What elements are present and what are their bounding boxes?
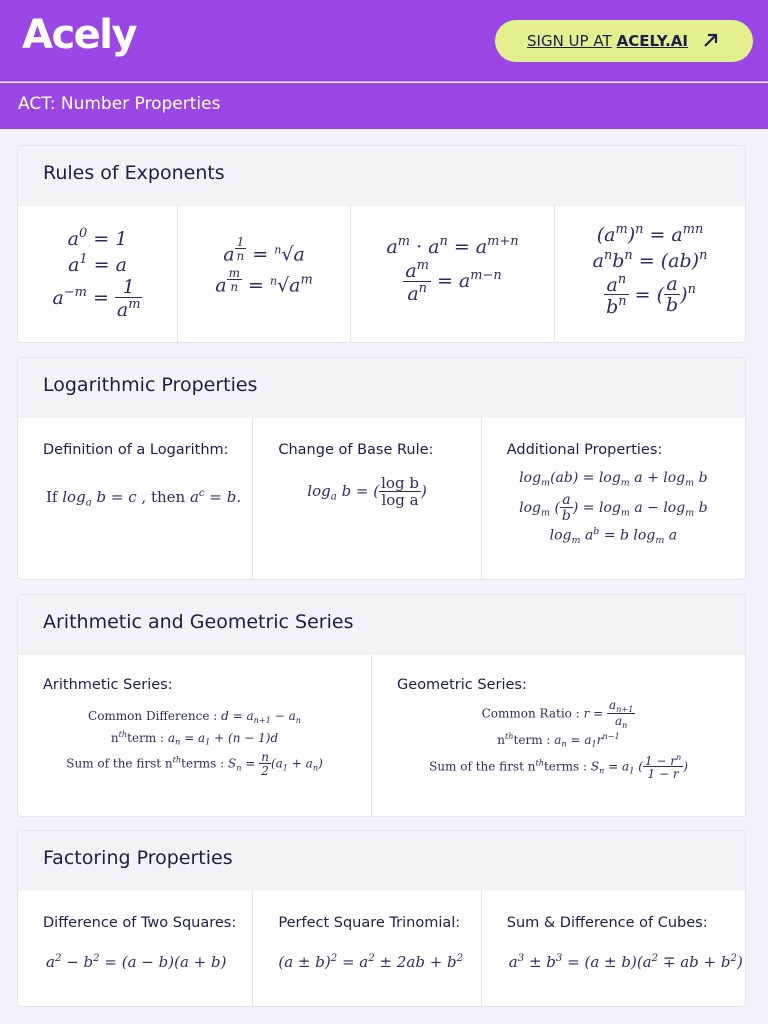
arithmetic-series-title: Arithmetic Series:: [43, 677, 173, 693]
exponents-card: [17, 145, 746, 343]
factoring-title: Factoring Properties: [18, 831, 745, 891]
log-cell-additional: [482, 418, 745, 579]
exponent-formulas-roots: a $^{\frac{1}{n}}$ = $^n$√a a $^{\frac{m}{n}}$ = $^n√a^m$: [215, 235, 313, 297]
exponents-title: Rules of Exponents: [18, 146, 745, 206]
exponent-formulas-power: $(a^m)^n = a^{mn}$ $a^nb^n = (ab)^n$ $\frac{a^n}{b^n}$ = ( $\frac{a}{b}$ )$^n$: [592, 222, 708, 318]
log-additional-title: Additional Properties:: [506, 442, 663, 458]
log-change-base-title: Change of Base Rule:: [278, 442, 434, 458]
arithmetic-series-formulas: Common Difference : $d = a_{n+1} - a_n$ $n^{th}term$ : $a_n = a_1 + (n - 1)d$ Sum of the first $n^{th}terms$ : $S_n$ = $\frac{n}{2}$ $(a_1 + a_n)$: [66, 709, 323, 778]
log-cell-change-base: [253, 418, 481, 579]
perfect-square-title: Perfect Square Trinomial:: [278, 915, 461, 931]
page-title: ACT: Number Properties: [0, 83, 768, 129]
exponent-formulas-zero-negative: $a^0 = 1$ $a^1 = a$ $a^{-m}$ = $\frac{1}{a^m}$: [52, 226, 141, 321]
arrow-up-right-icon: [701, 30, 721, 50]
top-header: [0, 0, 768, 82]
logarithm-card: [17, 357, 746, 580]
signup-domain: ACELY.AI: [616, 32, 688, 50]
acely-logo: Acely: [22, 12, 137, 58]
series-title: Arithmetic and Geometric Series: [18, 595, 745, 655]
log-definition-title: Definition of a Logarithm:: [43, 442, 229, 458]
geometric-series-formulas: Common Ratio : r = $\frac{a_{n+1}}{a_n}$ $n^{th}term$ : $a_n = a_1r^{n-1}$ Sum of the first $n^{th}terms$ : $S_n = a_1$ ( $\frac{1 - r^n}{1 - r}$ ): [429, 698, 688, 782]
logarithm-title: Logarithmic Properties: [18, 358, 745, 418]
series-card: [17, 594, 746, 817]
factoring-cell-cubes: [482, 891, 745, 1006]
log-definition-formula: If $\log_a b = c$ , then $a^c = b$.: [46, 488, 242, 509]
log-cell-definition: [18, 418, 253, 579]
exponent-cell-2: [178, 206, 351, 342]
series-cell-arithmetic: [18, 655, 372, 816]
series-cell-geometric: [372, 655, 745, 816]
perfect-square-formula: $(a \pm b)^2 = a^2 \pm 2ab + b^2$: [278, 953, 464, 972]
signup-button[interactable]: [495, 20, 753, 62]
exponent-cell-4: [555, 206, 745, 342]
factoring-cell-squares: [18, 891, 253, 1006]
cubes-title: Sum & Difference of Cubes:: [506, 915, 708, 931]
exponent-formulas-product-quotient: $a^m \cdot a^n = a^{m+n}$ $\frac{a^m}{a^n}$ = $a^{m-n}$: [386, 234, 519, 305]
log-additional-formulas: $\log_m(ab) = \log_m a + \log_m b$ $\log_m$ ( $\frac{a}{b}$ ) = $\log_m a - \log_m b$ $\log_m a^b = b$ $\log_m a$: [519, 470, 708, 546]
factoring-card: [17, 830, 746, 1007]
factoring-cell-trinomial: [253, 891, 481, 1006]
cubes-formula: $a^3 \pm b^3 = (a \pm b)(a^2$ ∓ ab + $b^2$): [508, 953, 743, 972]
exponent-cell-1: [18, 206, 178, 342]
signup-prefix: SIGN UP AT: [527, 32, 612, 50]
log-change-base-formula: $\log_a b$ = ( $\frac{\text{log b}}{\text{log a}}$ ): [307, 474, 427, 509]
exponent-cell-3: [351, 206, 555, 342]
difference-squares-formula: $a^2 - b^2 = (a - b)(a + b)$: [46, 953, 227, 972]
geometric-series-title: Geometric Series:: [397, 677, 527, 693]
difference-squares-title: Difference of Two Squares:: [43, 915, 237, 931]
